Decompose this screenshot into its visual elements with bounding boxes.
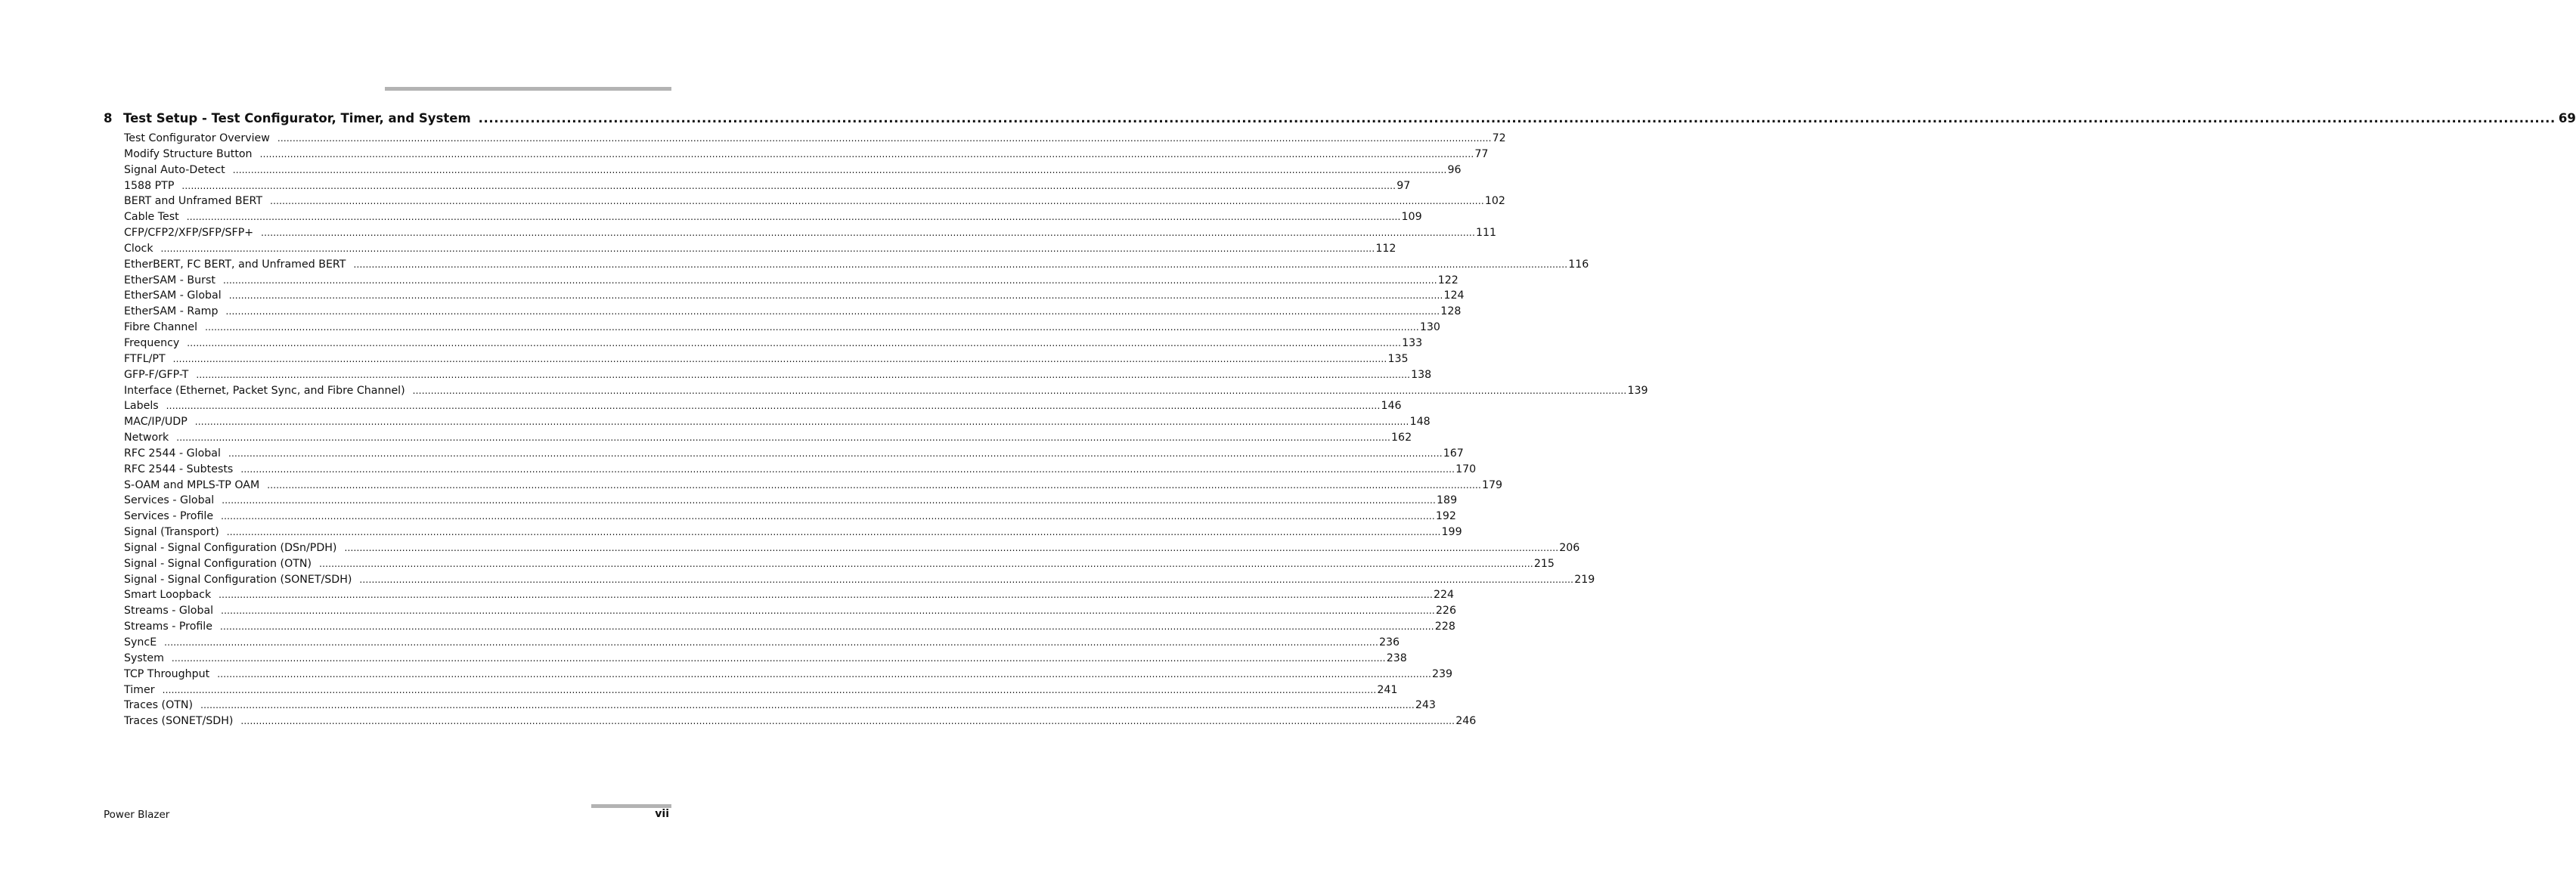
dot-leader: ................................................................................................................................................................................................................................................................................................................................................................................................................: [187, 337, 1402, 348]
toc-entry-title: BERT and Unframed BERT: [124, 195, 263, 208]
dot-leader: ................................................................................................................................................................................................................................................................................................................................................................................................................: [181, 180, 1396, 191]
toc-entry-title: Interface (Ethernet, Packet Sync, and Fibre Channel): [124, 384, 405, 397]
toc-entry[interactable]: [124, 367, 1432, 383]
toc-entry-page-number: 102: [1484, 195, 1505, 208]
toc-entry-title: Signal (Transport): [124, 526, 219, 539]
toc-entry[interactable]: [124, 619, 1455, 635]
dot-leader: ................................................................................................................................................................................................................................................................................................................................................................................................................: [353, 258, 1568, 270]
toc-entry[interactable]: [124, 430, 1412, 446]
toc-entry-title: Fibre Channel: [124, 321, 198, 334]
toc-entry[interactable]: [124, 225, 1497, 241]
footer-page-number: vii: [655, 808, 669, 820]
dot-leader: ................................................................................................................................................................................................................................................................................................................................................................................................................: [196, 369, 1411, 380]
toc-entry-title: Labels: [124, 400, 159, 413]
toc-entry-title: Cable Test: [124, 211, 179, 224]
toc-entry-title: Signal - Signal Configuration (SONET/SDH): [124, 573, 352, 586]
dot-leader: ................................................................................................................................................................................................................................................................................................................................................................................................................: [162, 684, 1377, 695]
dot-leader: ................................................................................................................................................................................................................................................................................................................................................................................................................: [221, 511, 1435, 522]
toc-entry[interactable]: [124, 698, 1436, 713]
toc-entry[interactable]: [124, 336, 1423, 351]
toc-entry-page-number: 138: [1411, 368, 1432, 381]
toc-entry-title: System: [124, 652, 164, 664]
toc-entry-title: Streams - Global: [124, 605, 214, 618]
toc-entry[interactable]: [124, 147, 1489, 163]
dot-leader: ................................................................................................................................................................................................................................................................................................................................................................................................................: [160, 243, 1375, 254]
toc-entry-page-number: 116: [1568, 258, 1589, 271]
toc-entry-title: SyncE: [124, 636, 157, 648]
toc-entry-page-number: 215: [1533, 557, 1555, 570]
toc-entry[interactable]: [124, 667, 1453, 683]
dot-leader: ................................................................................................................................................................................................................................................................................................................................................................................................................: [219, 621, 1434, 633]
toc-entry-page-number: 192: [1435, 510, 1456, 523]
toc-entry[interactable]: [124, 383, 1648, 399]
toc-entry-page-number: 109: [1401, 211, 1422, 224]
chapter-page-number: 69: [2558, 111, 2576, 125]
toc-entry-page-number: 112: [1375, 242, 1396, 255]
toc-entry[interactable]: [124, 398, 1402, 414]
toc-entry[interactable]: [124, 288, 1465, 304]
toc-entry-page-number: 97: [1396, 179, 1411, 192]
toc-entry-page-number: 228: [1434, 621, 1455, 633]
toc-entry-page-number: 139: [1627, 384, 1648, 397]
toc-entry[interactable]: [124, 603, 1456, 619]
toc-entry-page-number: 238: [1386, 652, 1407, 664]
toc-entry-title: RFC 2544 - Subtests: [124, 463, 234, 475]
dot-leader: ................................................................................................................................................................................................................................................................................................................................................................................................................: [221, 605, 1435, 617]
toc-entry[interactable]: [124, 587, 1455, 603]
toc-entry-page-number: 77: [1474, 147, 1489, 160]
toc-entry[interactable]: [124, 304, 1462, 320]
toc-entry-page-number: 146: [1381, 400, 1402, 413]
toc-entry[interactable]: [124, 556, 1555, 572]
toc-entry[interactable]: [124, 540, 1580, 556]
toc-entry[interactable]: [124, 478, 1503, 494]
toc-entry[interactable]: [124, 446, 1464, 462]
dot-leader: ................................................................................................................................................................................................................................................................................................................................................................................................................: [277, 133, 1492, 144]
dot-leader: ................................................................................................................................................................................................................................................................................................................................................................................................................: [200, 700, 1415, 711]
footer-product-name: Power Blazer: [104, 809, 170, 821]
toc-entry-page-number: 243: [1415, 699, 1436, 712]
toc-entry[interactable]: [124, 131, 1506, 147]
dot-leader: ................................................................................................................................................................................................................................................................................................................................................................................................................: [228, 447, 1443, 459]
toc-entry[interactable]: [124, 163, 1462, 178]
toc-entry-title: Network: [124, 432, 169, 444]
toc-entry-page-number: 170: [1455, 463, 1477, 475]
toc-entry-page-number: 239: [1432, 667, 1453, 680]
toc-entry[interactable]: [124, 241, 1396, 257]
dot-leader: ................................................................................................................................................................................................................................................................................................................................................................................................................: [344, 542, 1559, 553]
toc-entry[interactable]: [124, 209, 1422, 225]
toc-entry-title: Traces (SONET/SDH): [124, 715, 234, 728]
toc-entry-page-number: 246: [1455, 715, 1477, 728]
toc-entry-page-number: 148: [1409, 416, 1431, 429]
dot-leader: ................................................................................................................................................................................................................................................................................................................................................................................................................: [222, 495, 1437, 506]
toc-entry-page-number: 179: [1482, 478, 1503, 491]
toc-entry-title: TCP Throughput: [124, 667, 210, 680]
toc-entry-title: GFP-F/GFP-T: [124, 368, 189, 381]
toc-entry-title: 1588 PTP: [124, 179, 175, 192]
toc-entry-title: EtherSAM - Ramp: [124, 305, 219, 318]
toc-entry[interactable]: [124, 713, 1477, 729]
toc-entry[interactable]: [124, 462, 1477, 478]
dot-leader: ................................................................................................................................................................................................................................................................................................................................................................................................................: [225, 306, 1440, 317]
toc-entry[interactable]: [124, 572, 1595, 588]
dot-leader: ................................................................................................................................................................................................................................................................................................................................................................................................................: [259, 148, 1474, 159]
toc-entry-title: Services - Global: [124, 494, 215, 507]
dot-leader: ................................................................................................................................................................................................................................................................................................................................................................................................................: [412, 385, 1627, 396]
dot-leader: ................................................................................................................................................................................................................................................................................................................................................................................................................: [164, 637, 1378, 648]
chapter-title: Test Setup - Test Configurator, Timer, and System: [123, 111, 471, 125]
toc-entry-title: CFP/CFP2/XFP/SFP/SFP+: [124, 227, 254, 240]
toc-entry-page-number: 96: [1447, 163, 1462, 176]
toc-entry-page-number: 224: [1433, 589, 1455, 602]
toc-entry-page-number: 219: [1574, 573, 1595, 586]
toc-entry-title: Modify Structure Button: [124, 147, 253, 160]
toc-entry-title: MAC/IP/UDP: [124, 416, 188, 429]
dot-leader: ................................................................................................................................................................................................................................................................................................................................................................................................................: [240, 463, 1455, 475]
toc-entry-title: Streams - Profile: [124, 621, 212, 633]
toc-entry[interactable]: [124, 193, 1505, 209]
dot-leader: ................................................................................................................................................................................................................................................................................................................................................................................................................: [205, 322, 1419, 333]
toc-entry-page-number: 122: [1437, 274, 1458, 286]
toc-entry-page-number: 236: [1378, 636, 1400, 648]
toc-entry-page-number: 128: [1440, 305, 1462, 318]
toc-entry-title: EtherBERT, FC BERT, and Unframed BERT: [124, 258, 346, 271]
toc-entry-page-number: 135: [1387, 352, 1409, 365]
toc-entry-page-number: 167: [1443, 447, 1464, 460]
toc-entry[interactable]: [124, 651, 1407, 667]
toc-entry-page-number: 189: [1437, 494, 1458, 507]
toc-entry[interactable]: [124, 414, 1431, 430]
toc-entry-page-number: 124: [1443, 289, 1465, 302]
toc-entry-title: Signal - Signal Configuration (DSn/PDH): [124, 541, 337, 554]
toc-entry-page-number: 226: [1435, 605, 1456, 618]
dot-leader: ................................................................................................................................................................................................................................................................................................................................................................................................................: [240, 716, 1455, 727]
toc-entry-title: EtherSAM - Burst: [124, 274, 215, 286]
toc-entry-title: Traces (OTN): [124, 699, 194, 712]
dot-leader: ................................................................................................................................................................................................................................................................................................................................................................................................................: [226, 527, 1441, 538]
toc-entry-title: Timer: [124, 683, 155, 696]
dot-leader: ................................................................................................................................................................................................................................................................................................................................................................................................................: [194, 416, 1409, 428]
toc-entry-page-number: 133: [1402, 336, 1423, 349]
dot-leader: ................................................................................................................................................................................................................................................................................................................................................................................................................: [228, 290, 1443, 302]
toc-entry-title: S-OAM and MPLS-TP OAM: [124, 478, 260, 491]
toc-entry[interactable]: [124, 257, 1589, 273]
toc-entry[interactable]: [124, 351, 1409, 367]
toc-entry[interactable]: [124, 178, 1411, 194]
toc-entry-title: Signal - Signal Configuration (OTN): [124, 557, 312, 570]
dot-leader: ................................................................................................................................................................................................................................................................................................................................................................................................................: [176, 432, 1391, 444]
header-rule: [385, 87, 671, 91]
dot-leader: ................................................................................................................................................................................................................................................................................................................................................................................................................: [172, 353, 1387, 364]
toc-entry[interactable]: [124, 635, 1400, 651]
toc-entry-page-number: 199: [1441, 526, 1462, 539]
toc-entry[interactable]: [124, 273, 1458, 289]
chapter-heading[interactable]: [104, 111, 2576, 129]
dot-leader: ................................................................................................................................................................................................................................................................................................................................................................................................................: [186, 212, 1401, 223]
toc-entry-page-number: 241: [1377, 683, 1398, 696]
toc-entry-title: Test Configurator Overview: [124, 132, 270, 144]
toc-entry-title: FTFL/PT: [124, 352, 166, 365]
toc-entry-title: EtherSAM - Global: [124, 289, 222, 302]
toc-entry[interactable]: [124, 320, 1440, 336]
dot-leader: ................................................................................................................................................................................................................................................................................................................................................................................................................: [478, 111, 2556, 125]
dot-leader: ................................................................................................................................................................................................................................................................................................................................................................................................................: [232, 164, 1447, 175]
dot-leader: ................................................................................................................................................................................................................................................................................................................................................................................................................: [171, 652, 1386, 664]
toc-entry[interactable]: [124, 525, 1462, 540]
chapter-number: 8: [104, 111, 113, 125]
toc-entry-title: Smart Loopback: [124, 589, 212, 602]
toc-entry-title: Frequency: [124, 336, 180, 349]
dot-leader: ................................................................................................................................................................................................................................................................................................................................................................................................................: [270, 196, 1484, 207]
toc-entry-title: Services - Profile: [124, 510, 214, 523]
toc-entry[interactable]: [124, 509, 1456, 525]
toc-entry-page-number: 72: [1492, 132, 1506, 144]
dot-leader: ................................................................................................................................................................................................................................................................................................................................................................................................................: [319, 558, 1533, 569]
toc-entry-page-number: 111: [1475, 227, 1497, 240]
dot-leader: ................................................................................................................................................................................................................................................................................................................................................................................................................: [166, 401, 1381, 412]
dot-leader: ................................................................................................................................................................................................................................................................................................................................................................................................................: [261, 228, 1475, 239]
dot-leader: ................................................................................................................................................................................................................................................................................................................................................................................................................: [222, 274, 1437, 286]
dot-leader: ................................................................................................................................................................................................................................................................................................................................................................................................................: [217, 668, 1431, 679]
toc-entry-page-number: 130: [1419, 321, 1440, 334]
toc-entry-list: [124, 131, 1648, 729]
toc-entry-page-number: 206: [1559, 541, 1580, 554]
dot-leader: ................................................................................................................................................................................................................................................................................................................................................................................................................: [359, 574, 1574, 585]
toc-entry[interactable]: [124, 683, 1398, 698]
dot-leader: ................................................................................................................................................................................................................................................................................................................................................................................................................: [219, 590, 1433, 601]
toc-entry-title: RFC 2544 - Global: [124, 447, 221, 460]
toc-entry-page-number: 162: [1391, 432, 1412, 444]
toc-entry-title: Clock: [124, 242, 153, 255]
dot-leader: ................................................................................................................................................................................................................................................................................................................................................................................................................: [267, 479, 1481, 491]
toc-entry[interactable]: [124, 493, 1458, 509]
toc-entry-title: Signal Auto-Detect: [124, 163, 225, 176]
